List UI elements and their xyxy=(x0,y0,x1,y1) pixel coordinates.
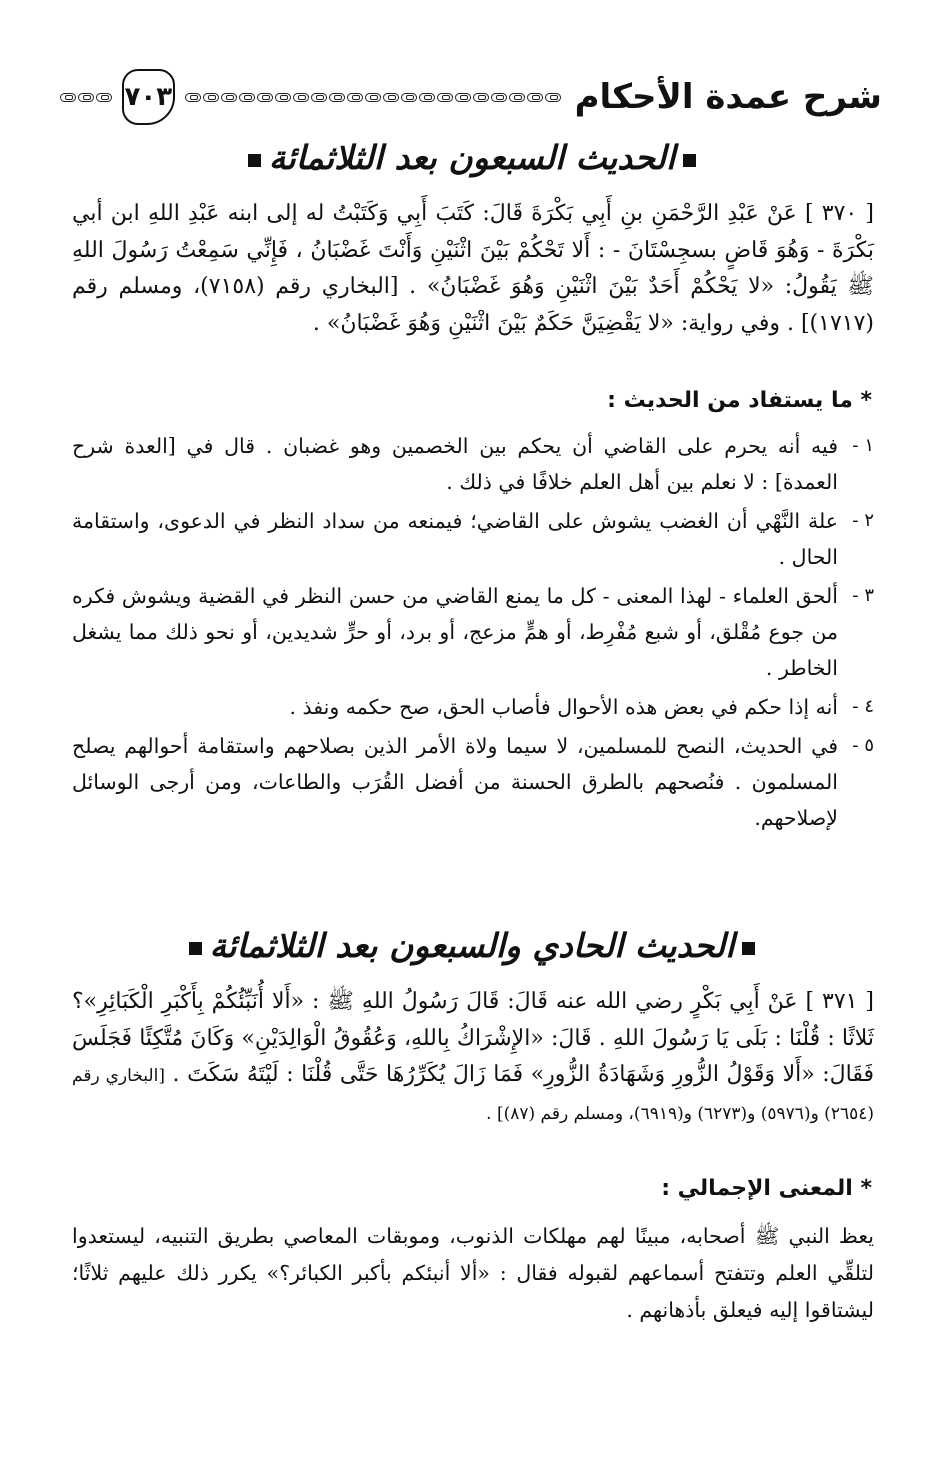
square-bullet-icon xyxy=(742,942,755,955)
hadith-371-heading xyxy=(60,926,884,965)
benefit-number: ٤ - xyxy=(852,696,874,717)
benefit-text: في الحديث، النصح للمسلمين، لا سيما ولاة الأمر الذين بصلاحهم واستقامة أحوالهم يصلح المسلمون . فنُصحهم بالطرق الحسنة من أفضل القُرَب والطاعات، ومن أرجى الوسائل لإصلاحهم. xyxy=(72,734,838,830)
hadith-371-heading-text: الحديث الحادي والسبعون بعد الثلاثمائة xyxy=(209,926,735,965)
hadith-371-reference: [البخاري رقم (٢٦٥٤) و(٥٩٧٦) و(٦٢٧٣) و(٦٩١٩)، ومسلم رقم (٨٧)] . xyxy=(72,1066,874,1124)
square-bullet-icon xyxy=(189,942,202,955)
decorative-chain-icon xyxy=(185,93,561,102)
general-meaning-heading: * المعنى الإجمالي : xyxy=(661,1176,872,1201)
benefit-item xyxy=(72,689,874,725)
benefits-heading: * ما يستفاد من الحديث : xyxy=(607,388,872,413)
benefit-item xyxy=(72,728,874,836)
benefit-text: أنه إذا حكم في بعض هذه الأحوال فأصاب الحق، صح حكمه ونفذ . xyxy=(289,695,838,719)
benefit-number: ٥ - xyxy=(852,735,874,756)
square-bullet-icon xyxy=(683,154,696,167)
general-meaning-text: يعظ النبي ﷺ أصحابه، مبينًا لهم مهلكات الذنوب، وموبقات المعاصي بطريق التنبيه، ليستعدوا لتلقِّي العلم وتتفتح أسماعهم لقبوله فقال : «ألا أنبئكم بأكبر الكبائر؟» يكرر ذلك عليهم ثلاثًا؛ ليشتاقوا إليه فيعلق بأذهانهم . xyxy=(72,1224,874,1322)
decorative-chain-icon xyxy=(60,93,112,102)
benefit-text: علة النَّهْي أن الغضب يشوش على القاضي؛ فيمنعه من سداد النظر في الدعوى، واستقامة الحال . xyxy=(72,509,838,569)
hadith-370-heading xyxy=(60,138,884,177)
benefit-item xyxy=(72,428,874,500)
book-title: شرح عمدة الأحكام xyxy=(574,77,882,117)
benefit-item xyxy=(72,578,874,686)
benefit-text: فيه أنه يحرم على القاضي أن يحكم بين الخصمين وهو غضبان . قال في [العدة شرح العمدة] : لا نعلم بين أهل العلم خلافًا في ذلك . xyxy=(72,434,838,494)
benefit-text: ألحق العلماء - لهذا المعنى - كل ما يمنع القاضي من حسن النظر في القضية ويشوش فكره من جوع مُقْلق، أو شبع مُفْرِط، أو همٍّ مزعج، أو برد، أو حرٍّ شديدين، أو نحو ذلك مما يشغل الخاطر . xyxy=(72,584,838,680)
hadith-370-text: [ ٣٧٠ ] عَنْ عَبْدِ الرَّحْمَنِ بنِ أَبِي بَكْرَةَ قَالَ: كَتَبَ أَبِي وَكَتَبْتُ له إلى ابنه عَبْدِ اللهِ ابن أبي بَكْرَةَ - وَهُوَ قَاضٍ بسجِسْتَانَ - : أَلا تَحْكُمْ بَيْنَ اثْنَيْنِ وَأَنْتَ غَضْبَانُ ، فَإِنِّي سَمِعْتُ رَسُولَ اللهِ ﷺ يَقُولُ: «لا يَحْكُمْ أَحَدٌ بَيْنَ اثْنَيْنِ وَهُوَ غَضْبَانُ» . [البخاري رقم (٧١٥٨)، ومسلم رقم (١٧١٧)] . وفي رواية: «لا يَقْضِيَنَّ حَكَمٌ بَيْنَ اثْنَيْنِ وَهُوَ غَضْبَانُ» . xyxy=(72,201,875,336)
hadith-371-text xyxy=(72,984,874,1132)
hadith-370-heading-text: الحديث السبعون بعد الثلاثمائة xyxy=(268,138,676,177)
benefit-number: ١ - xyxy=(852,435,874,456)
benefits-list xyxy=(72,428,874,839)
benefit-number: ٣ - xyxy=(852,585,874,606)
square-bullet-icon xyxy=(248,154,261,167)
benefit-number: ٢ - xyxy=(852,510,874,531)
page-header xyxy=(60,64,882,130)
page-number: ٧٠٣ xyxy=(122,69,175,125)
hadith-371-body: [ ٣٧١ ] عَنْ أَبِي بَكْرٍ رضي الله عنه قَالَ: قَالَ رَسُولُ اللهِ ﷺ : «أَلا أُنَبِّئُكُمْ بِأَكْبَرِ الْكَبَائِرِ»؟ ثَلاثًا : قُلْنَا : بَلَى يَا رَسُولَ اللهِ . قَالَ: «الإِشْرَاكُ بِاللهِ، وَعُقُوقُ الْوَالِدَيْنِ» وَكَانَ مُتَّكِئًا فَجَلَسَ فَقَالَ: «أَلا وَقَوْلُ الزُّورِ وَشَهَادَةُ الزُّورِ» فَمَا زَالَ يُكَرِّرُهَا حَتَّى قُلْنَا : لَيْتَهُ سَكَتَ . xyxy=(72,989,875,1087)
benefit-item xyxy=(72,503,874,575)
